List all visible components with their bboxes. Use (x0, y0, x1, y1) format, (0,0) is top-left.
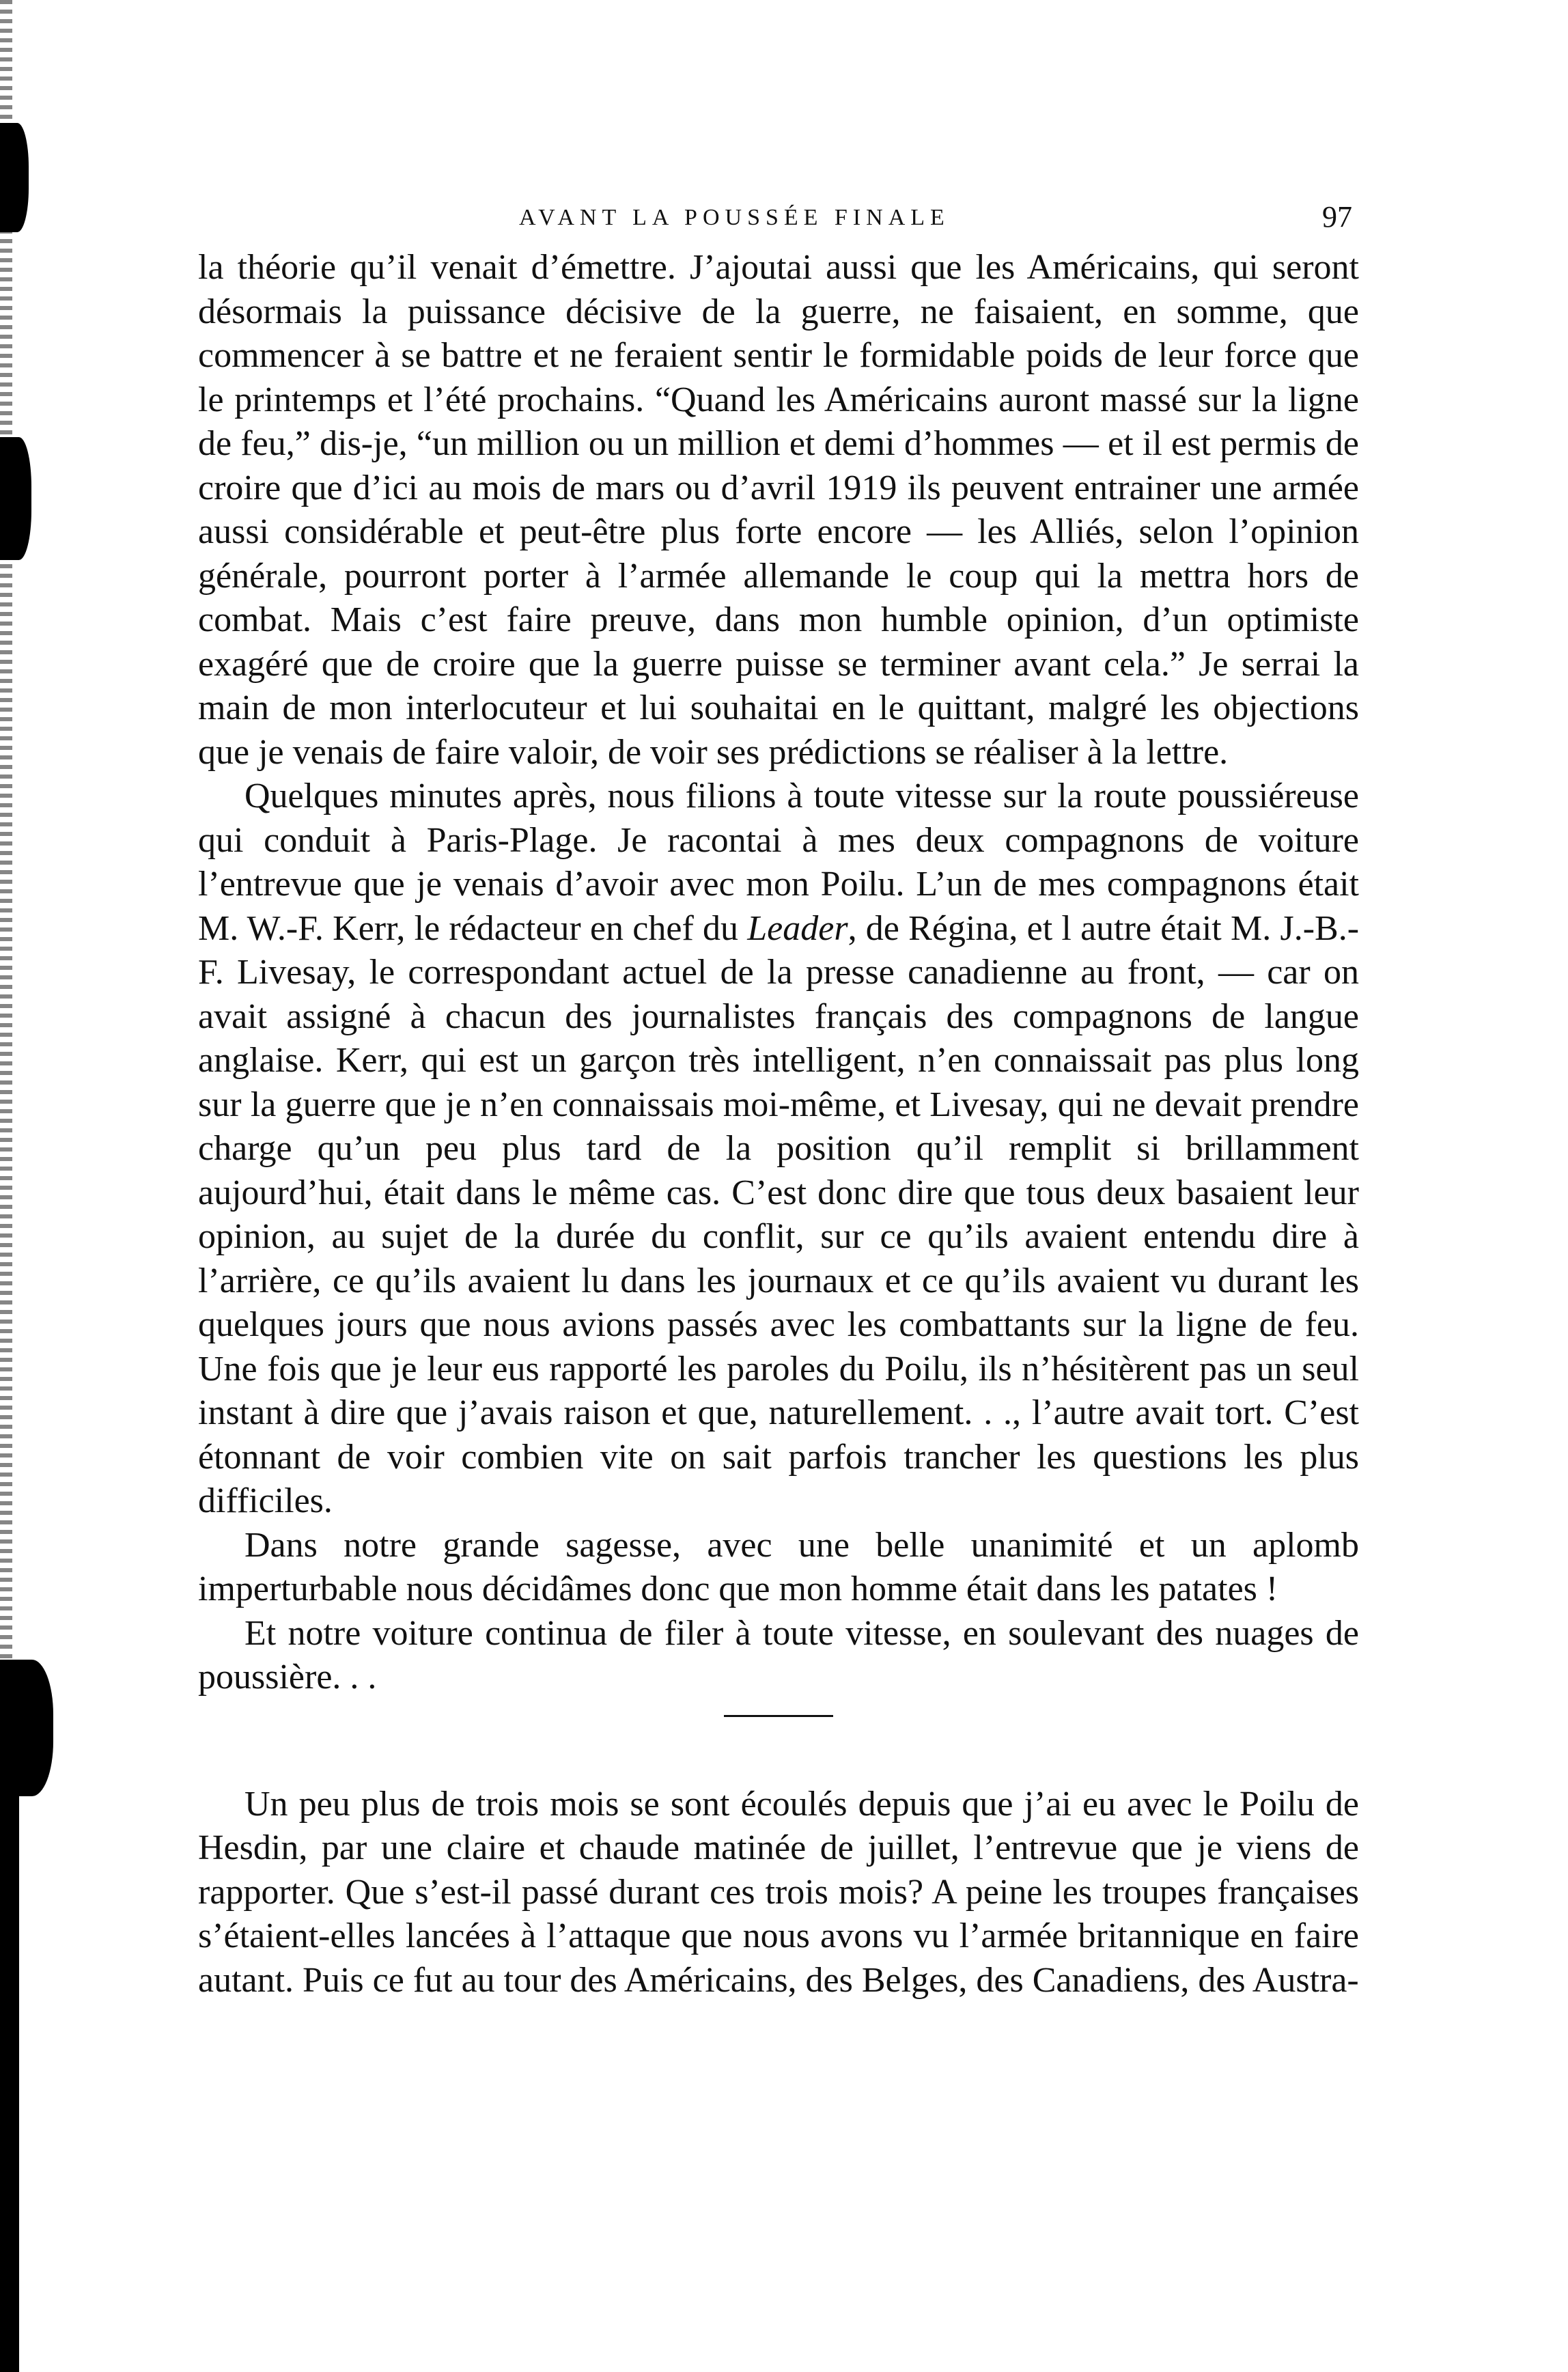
scan-binding-shadow (0, 123, 29, 232)
running-head (198, 184, 1359, 246)
book-page (198, 184, 1359, 2003)
page-number: 97 (1322, 200, 1352, 234)
paragraph-5: Un peu plus de trois mois se sont écoulés depuis que j’ai eu avec le Poilu de Hesdin, par une claire et chaude matinée de juillet, l’entrevue que je viens de rapporter. Que s’est-il passé durant ces trois mois? A peine les troupes françaises s’étaient-elles lancées à l’attaque que nous avons vu l’armée britannique en faire autant. Puis ce fut au tour des Américains, des Belges, des Canadiens, des Austra- (198, 1784, 1359, 2000)
paragraph-4: Et notre voiture continua de filer à toute vitesse, en soulevant des nuages de poussière. . . (198, 1613, 1359, 1697)
paragraph-2-text-a: Quelques minutes après, nous filions à toute vitesse sur la route poussiéreuse qui conduit à Paris-Plage. Je racontai à mes deux compagnons de voiture l’entrevue que je venais d’avoir avec mon Poilu. L’un de mes compagnons était M. W.-F. Kerr, le rédacteur en chef du (198, 777, 1359, 948)
paragraph-3: Dans notre grande sagesse, avec une belle unanimité et un aplomb imperturbable nous décidâmes donc que mon homme était dans les patates ! (198, 1525, 1359, 1608)
paragraph-2 (198, 775, 1359, 1524)
running-title: AVANT LA POUSSÉE FINALE (519, 205, 950, 230)
scan-binding-shadow (0, 437, 31, 560)
paragraph-1: la théorie qu’il venait d’émettre. J’ajoutai aussi que les Américains, qui seront désormais la puissance décisive de la guerre, ne faisaient, en somme, que commencer à se battre et ne feraient sentir le formidable poids de leur force que le printemps et l’été prochains. “Quand les Américains auront massé sur la ligne de feu,” dis-je, “un million ou un million et demi d’hommes — et il est permis de croire que d’ici au mois de mars ou d’avril 1919 ils peuvent entrainer une armée aussi considérable et peut-être plus forte encore — les Alliés, selon l’opinion générale, pourront porter à l’armée allemande le coup qui la mettra hors de combat. Mais c’est faire preuve, dans mon humble opinion, d’un optimiste exagéré que de croire que la guerre puisse se terminer avant cela.” Je serrai la main de mon interlocuteur et lui souhaitai en le quittant, malgré les objections que je venais de faire valoir, de voir ses prédictions se réaliser à la lettre. (198, 248, 1359, 772)
newspaper-title: Leader (747, 908, 848, 948)
scan-binding-shadow (0, 1796, 19, 2372)
section-divider (724, 1715, 833, 1717)
paragraph-2-text-b: , de Régina, et l autre était M. J.-B.-F. Livesay, le correspondant actuel de la presse canadienne au front, — car on avait assigné à chacun des journalistes français des compagnons de langue anglaise. Kerr, qui est un garçon très intelligent, n’en connaissait pas plus long sur la guerre que je n’en connaissais moi-même, et Livesay, qui ne devait prendre charge qu’un peu plus tard de la position qu’il remplit si brillamment aujourd’hui, était dans le même cas. C’est donc dire que tous deux basaient leur opinion, au sujet de la durée du conflit, sur ce qu’ils avaient entendu dire à l’arrière, ce qu’ils avaient lu dans les journaux et ce qu’ils avaient vu durant les quelques jours que nous avions passés avec les combattants sur la ligne de feu. Une fois que je leur eus rapporté les paroles du Poilu, ils n’hésitèrent pas un seul instant à dire que j’avais raison et que, naturellement. . ., l’autre avait tort. C’est étonnant de voir combien vite on sait parfois trancher les questions les plus difficiles. (198, 908, 1360, 1520)
scan-binding-shadow (0, 1660, 53, 1796)
